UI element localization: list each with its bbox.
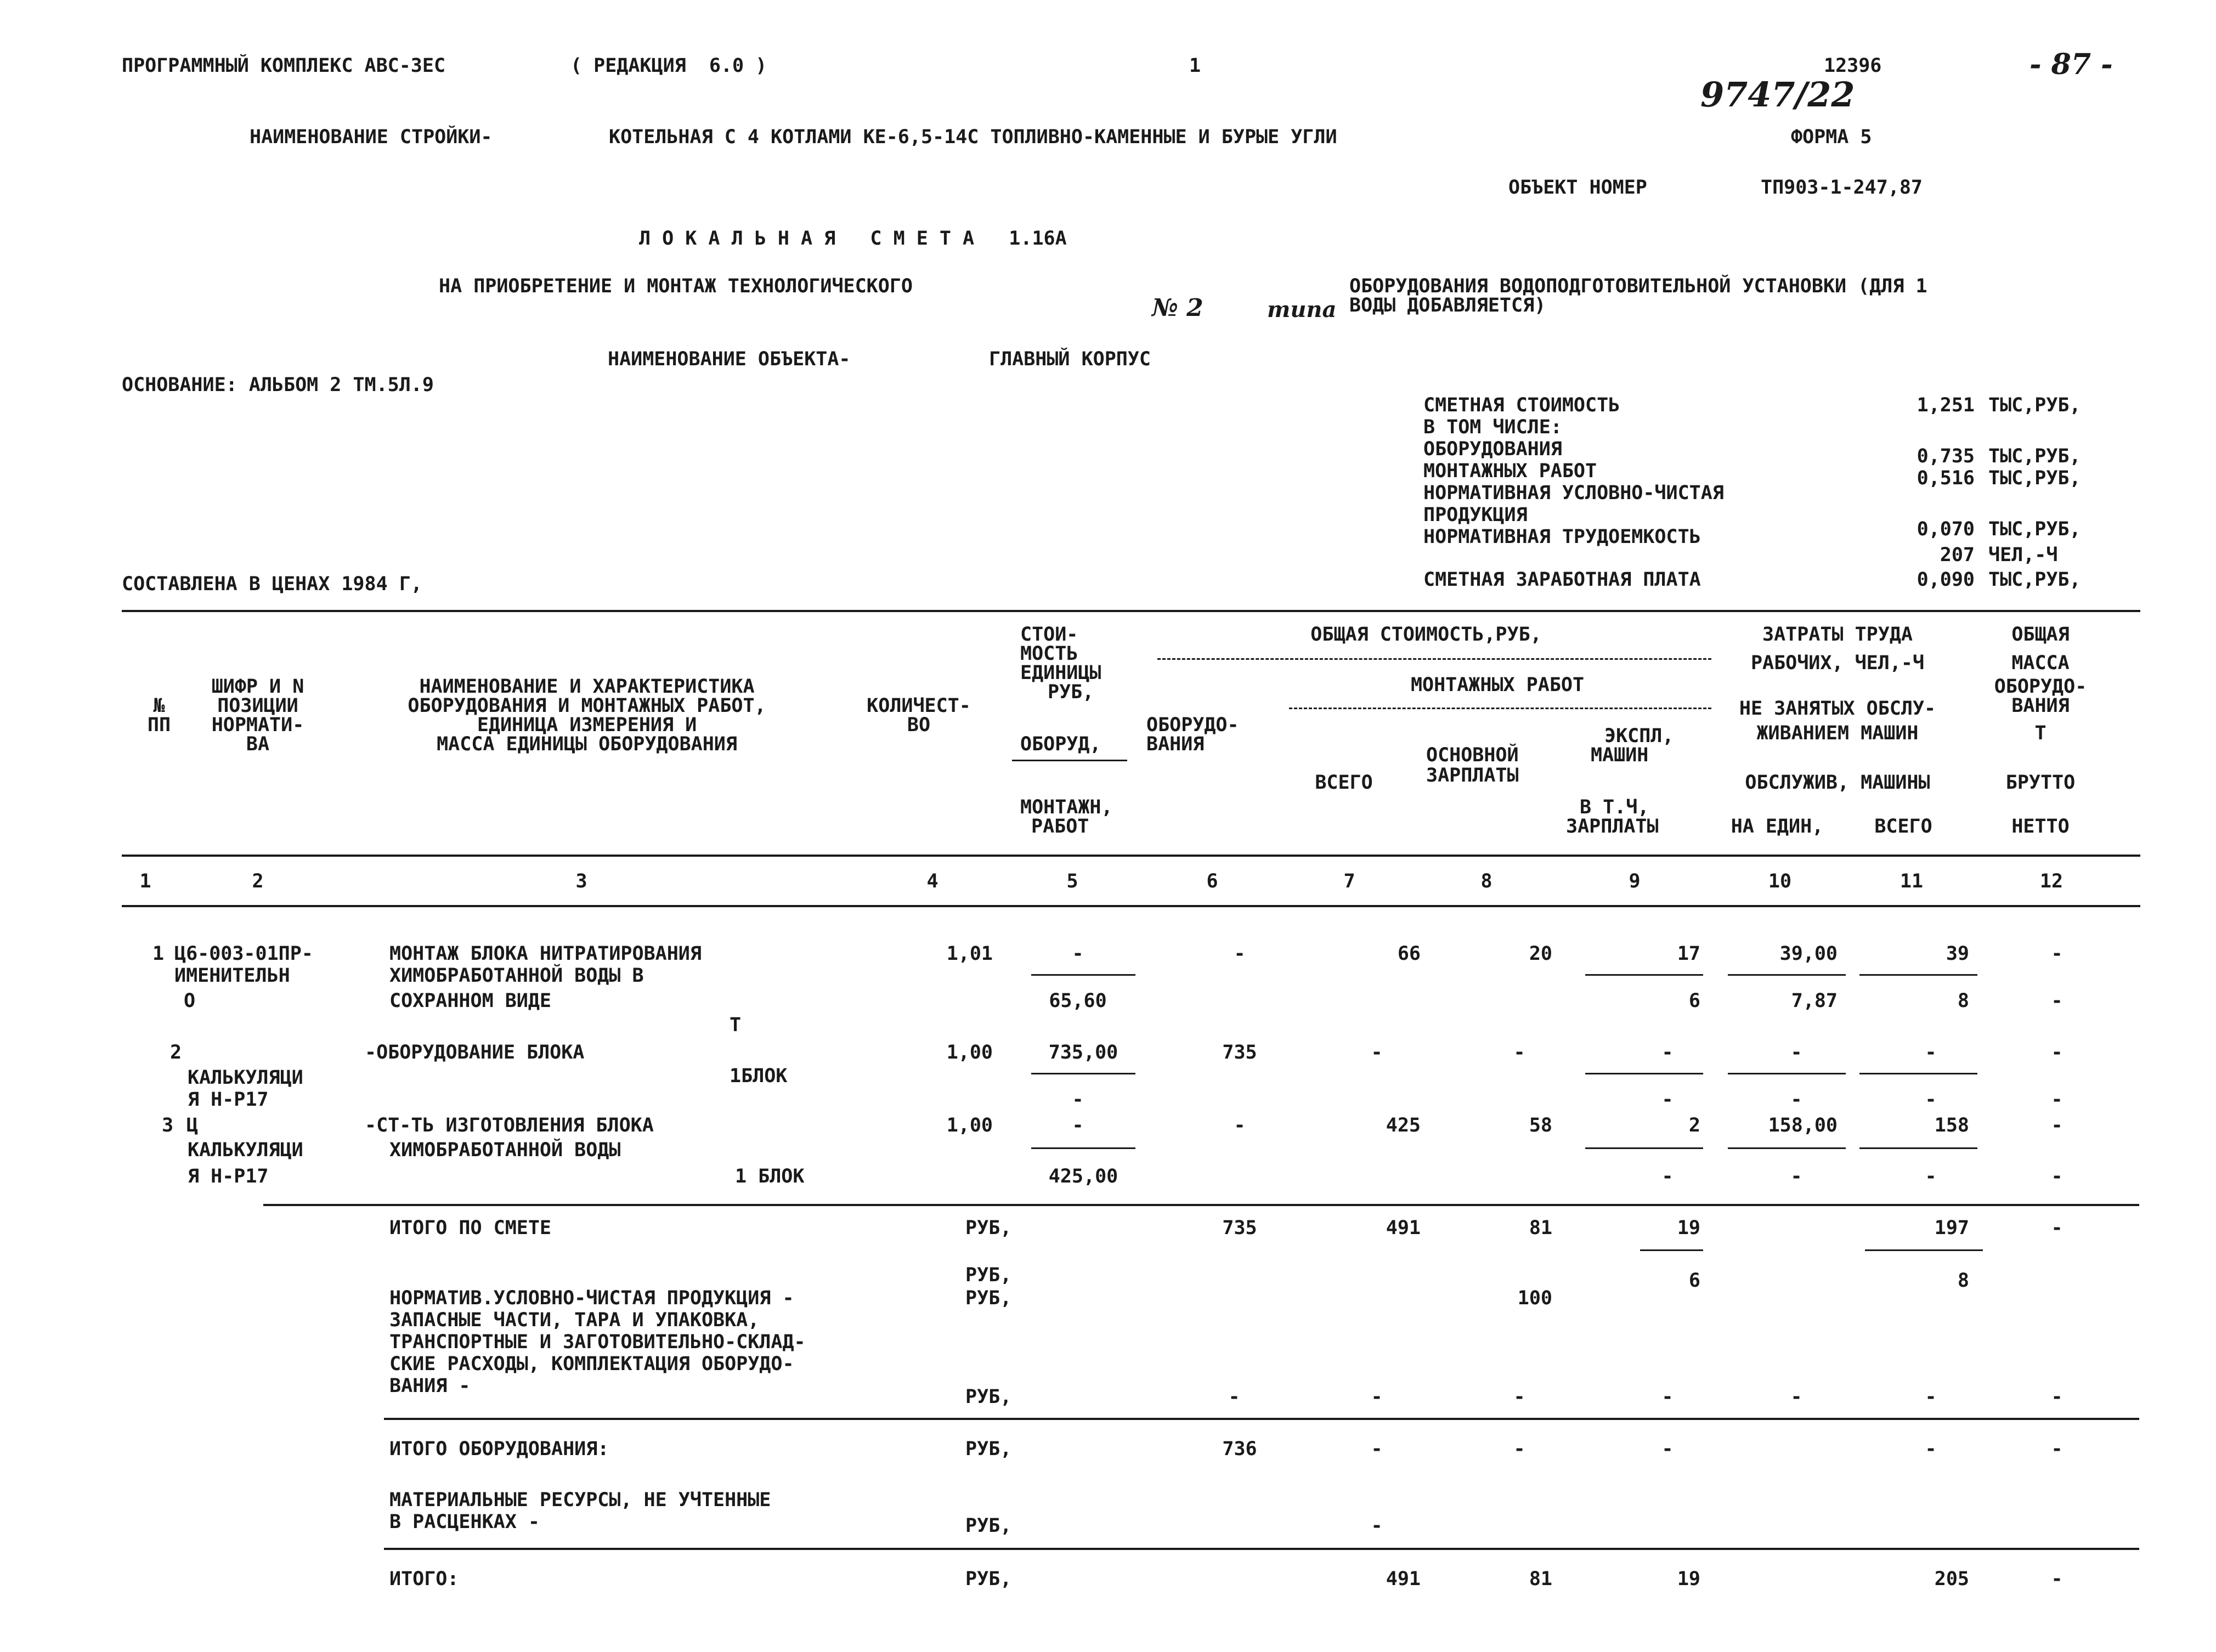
header-col2: ВА xyxy=(246,733,270,755)
row-name: МОНТАЖ БЛОКА НИТРАТИРОВАНИЯ xyxy=(389,943,702,965)
subject-right-1: ОБОРУДОВАНИЯ ВОДОПОДГОТОВИТЕЛЬНОЙ УСТАНОВКИ (ДЛЯ 1 xyxy=(1349,275,1927,297)
header-col9: ЗАРПЛАТЫ xyxy=(1566,816,1659,838)
header-col4: КОЛИЧЕСТ- xyxy=(867,695,971,717)
row-c10-bot: - xyxy=(1790,1166,1802,1187)
final-c7: 491 xyxy=(1386,1568,1421,1590)
final-c8: 81 xyxy=(1529,1568,1552,1590)
header-labor: РАБОЧИХ, ЧЕЛ,-Ч xyxy=(1750,652,1925,674)
summary-label: НОРМАТИВНАЯ ТРУДОЕМКОСТЬ xyxy=(1423,526,1701,548)
summary-unit: ТЫС,РУБ, xyxy=(1988,394,2081,416)
page-number: - 87 - xyxy=(2030,48,2113,81)
header-col7: ВСЕГО xyxy=(1315,772,1373,794)
cell-divider xyxy=(1859,974,1977,976)
header-col2: ПОЗИЦИИ xyxy=(217,695,298,717)
edition-label: ( РЕДАКЦИЯ 6.0 ) xyxy=(570,55,767,77)
row-c10-bot: 7,87 xyxy=(1791,990,1838,1012)
column-number: 10 xyxy=(1768,870,1792,892)
header-col5: ЕДИНИЦЫ xyxy=(1020,662,1101,684)
cell-divider xyxy=(1859,1147,1977,1149)
cell-divider xyxy=(1031,974,1135,976)
row-c6: - xyxy=(1234,943,1246,965)
total-c8: 81 xyxy=(1529,1217,1552,1239)
column-number: 2 xyxy=(252,870,264,892)
row-c11-bot: 8 xyxy=(1957,990,1969,1012)
summary-value: 0,070 xyxy=(1917,518,1975,540)
header-col5: МОНТАЖН, xyxy=(1020,796,1113,818)
row-code: Я Н-Р17 xyxy=(188,1089,269,1111)
header-labor-sub: ОБСЛУЖИВ, МАШИНЫ xyxy=(1745,772,1930,794)
row-code: Ц6-003-01ПР- xyxy=(174,943,313,965)
row-code: Я Н-Р17 xyxy=(188,1166,269,1187)
summary-unit: ТЫС,РУБ, xyxy=(1988,518,2081,540)
table-top-rule xyxy=(122,610,2140,612)
header-col12: НЕТТО xyxy=(2011,816,2070,838)
row-number: 2 xyxy=(170,1042,182,1063)
column-number: 5 xyxy=(1066,870,1078,892)
row-name: СОХРАННОМ ВИДЕ xyxy=(389,990,552,1012)
row-c7: 66 xyxy=(1397,943,1421,965)
form-label: ФОРМА 5 xyxy=(1791,126,1872,148)
column-number: 6 xyxy=(1206,870,1218,892)
total-c12: - xyxy=(2051,1217,2063,1239)
row-c9-bot: - xyxy=(1661,1089,1674,1111)
column-number: 8 xyxy=(1480,870,1493,892)
row-c9-top: - xyxy=(1661,1042,1674,1063)
header-col3: НАИМЕНОВАНИЕ И ХАРАКТЕРИСТИКА xyxy=(419,676,755,698)
header-col9: МАШИН xyxy=(1591,744,1649,766)
dash: - xyxy=(1925,1438,1937,1460)
cell-divider xyxy=(1585,974,1703,976)
dash: - xyxy=(1661,1438,1674,1460)
total-c9-top: 19 xyxy=(1677,1217,1700,1239)
sheet-number: 1 xyxy=(1189,55,1201,77)
column-number: 1 xyxy=(139,870,151,892)
totals-rule xyxy=(384,1418,2139,1420)
dash: - xyxy=(1513,1386,1525,1408)
rub-unit: РУБ, xyxy=(965,1386,1012,1408)
dash: - xyxy=(1925,1386,1937,1408)
cell-divider xyxy=(1585,1073,1703,1074)
row-c11-bot: - xyxy=(1925,1166,1937,1187)
header-col8: ОСНОВНОЙ xyxy=(1426,744,1519,766)
cell-divider xyxy=(1640,1249,1703,1251)
rub-unit: РУБ, xyxy=(965,1515,1012,1537)
dash: - xyxy=(1371,1386,1383,1408)
row-c12-bot: - xyxy=(2051,990,2063,1012)
row-c12-top: - xyxy=(2051,1042,2063,1063)
cell-divider xyxy=(1865,1249,1983,1251)
object-name: ГЛАВНЫЙ КОРПУС xyxy=(989,348,1151,370)
header-col4: ВО xyxy=(907,714,931,736)
dash: - xyxy=(1371,1438,1383,1460)
row-name: ХИМОБРАБОТАННОЙ ВОДЫ xyxy=(389,1139,621,1161)
row-c8: 58 xyxy=(1529,1114,1552,1136)
header-labor-sub: НЕ ЗАНЯТЫХ ОБСЛУ- xyxy=(1739,698,1936,720)
row-c10-top: 39,00 xyxy=(1779,943,1838,965)
row-qty: 1,01 xyxy=(946,943,993,965)
handwritten-n2: № 2 xyxy=(1152,294,1203,322)
header-col8: ЗАРПЛАТЫ xyxy=(1426,765,1519,787)
norm-label: ЗАПАСНЫЕ ЧАСТИ, ТАРА И УПАКОВКА, xyxy=(389,1309,760,1331)
header-col12: Т xyxy=(2034,722,2047,744)
row-c6: 735 xyxy=(1222,1042,1257,1063)
total-c6: 735 xyxy=(1222,1217,1257,1239)
final-label: ИТОГО: xyxy=(389,1568,459,1590)
header-col12: БРУТТО xyxy=(2005,772,2076,794)
row-number: 3 xyxy=(162,1114,174,1136)
row-c9-bot: 6 xyxy=(1688,990,1700,1012)
handwritten-type: типа xyxy=(1267,297,1337,323)
header-col9: ЭКСПЛ, xyxy=(1604,725,1674,747)
norm-label: ВАНИЯ - xyxy=(389,1375,471,1397)
row-c9-top: 17 xyxy=(1677,943,1700,965)
row-code: ИМЕНИТЕЛЬН xyxy=(174,965,290,987)
dash: - xyxy=(2051,1438,2063,1460)
program-name: ПРОГРАММНЫЙ КОМПЛЕКС АВС-3ЕС xyxy=(122,55,446,77)
summary-label: СМЕТНАЯ СТОИМОСТЬ xyxy=(1423,394,1620,416)
total-c11-bot: 8 xyxy=(1957,1270,1969,1292)
norm-label: СКИЕ РАСХОДЫ, КОМПЛЕКТАЦИЯ ОБОРУДО- xyxy=(389,1353,794,1375)
total-c9-bot: 6 xyxy=(1688,1270,1700,1292)
total-c7: 491 xyxy=(1386,1217,1421,1239)
header-col10: НА ЕДИН, xyxy=(1731,816,1824,838)
totals-rule xyxy=(384,1548,2139,1550)
equip-c6: 736 xyxy=(1222,1438,1257,1460)
column-number: 11 xyxy=(1900,870,1924,892)
row-number: 1 xyxy=(152,943,165,965)
header-col1: ПП xyxy=(147,714,171,736)
summary-value: 0,090 xyxy=(1917,569,1975,591)
header-col5: РАБОТ xyxy=(1031,816,1089,838)
header-col5: СТОИ- xyxy=(1020,624,1078,646)
row-code: КАЛЬКУЛЯЦИ xyxy=(188,1139,303,1161)
header-col12: ОБЩАЯ xyxy=(2011,624,2070,646)
project-name: КОТЕЛЬНАЯ С 4 КОТЛАМИ КЕ-6,5-14С ТОПЛИВНО-КАМЕННЫЕ И БУРЫЕ УГЛИ xyxy=(609,126,1337,148)
header-labor-sub: ЖИВАНИЕМ МАШИН xyxy=(1756,722,1919,744)
row-c5-bot: 425,00 xyxy=(1048,1166,1118,1187)
dash: - xyxy=(1371,1515,1383,1537)
project-label: НАИМЕНОВАНИЕ СТРОЙКИ- xyxy=(250,126,493,148)
summary-value: 0,516 xyxy=(1917,467,1975,489)
row-c11-top: 158 xyxy=(1934,1114,1969,1136)
summary-value: 0,735 xyxy=(1917,445,1975,467)
row-name: -СТ-ТЬ ИЗГОТОВЛЕНИЯ БЛОКА xyxy=(365,1114,654,1136)
dash: - xyxy=(1790,1386,1802,1408)
row-code: О xyxy=(184,990,196,1012)
summary-unit: ТЫС,РУБ, xyxy=(1988,467,2081,489)
handwritten-number: 9747/22 xyxy=(1700,75,1855,115)
header-total-cost: ОБЩАЯ СТОИМОСТЬ,РУБ, xyxy=(1310,624,1542,646)
equip-label: ИТОГО ОБОРУДОВАНИЯ: xyxy=(389,1438,609,1460)
header-col12: МАССА xyxy=(2011,652,2070,674)
materials-label: МАТЕРИАЛЬНЫЕ РЕСУРСЫ, НЕ УЧТЕННЫЕ xyxy=(389,1489,771,1511)
object-number: ТП903-1-247,87 xyxy=(1761,177,1923,199)
header-install-works: МОНТАЖНЫХ РАБОТ xyxy=(1410,674,1585,696)
summary-value: 207 xyxy=(1940,544,1975,566)
total-label: ИТОГО ПО СМЕТЕ xyxy=(389,1217,552,1239)
row-c10-top: 158,00 xyxy=(1768,1114,1838,1136)
object-name-label: НАИМЕНОВАНИЕ ОБЪЕКТА- xyxy=(608,348,851,370)
row-c12-top: - xyxy=(2051,943,2063,965)
row-c11-top: 39 xyxy=(1946,943,1969,965)
materials-label: В РАСЦЕНКАХ - xyxy=(389,1511,540,1533)
install-divider xyxy=(1289,708,1711,709)
object-number-label: ОБЪЕКТ НОМЕР xyxy=(1508,177,1647,199)
header-col1: № xyxy=(153,695,165,717)
row-name: ХИМОБРАБОТАННОЙ ВОДЫ В xyxy=(389,965,644,987)
header-col12: ВАНИЯ xyxy=(2011,695,2070,717)
final-c12: - xyxy=(2051,1568,2063,1590)
norm-label: ТРАНСПОРТНЫЕ И ЗАГОТОВИТЕЛЬНО-СКЛАД- xyxy=(389,1331,806,1353)
column-number: 12 xyxy=(2039,870,2064,892)
row-c11-top: - xyxy=(1925,1042,1937,1063)
header-bottom-rule xyxy=(122,855,2140,857)
row-c10-bot: - xyxy=(1790,1089,1802,1111)
column-number: 3 xyxy=(575,870,587,892)
dash: - xyxy=(1228,1386,1240,1408)
rub-unit: РУБ, xyxy=(965,1287,1012,1309)
row-c7: - xyxy=(1371,1042,1383,1063)
row-name: -ОБОРУДОВАНИЕ БЛОКА xyxy=(365,1042,585,1063)
row-c9-bot: - xyxy=(1661,1166,1674,1187)
norm-c8: 100 xyxy=(1517,1287,1552,1309)
final-c9: 19 xyxy=(1677,1568,1700,1590)
row-c5-top: 735,00 xyxy=(1048,1042,1118,1063)
rub-unit: РУБ, xyxy=(965,1217,1012,1239)
subject-right-2: ВОДЫ ДОБАВЛЯЕТСЯ) xyxy=(1349,295,1546,316)
total-c11-top: 197 xyxy=(1934,1217,1969,1239)
header-col11: ВСЕГО xyxy=(1874,816,1932,838)
row-code: Ц xyxy=(186,1114,199,1136)
cell-divider xyxy=(1728,1147,1846,1149)
row-c10-top: - xyxy=(1790,1042,1802,1063)
summary-unit: ТЫС,РУБ, xyxy=(1988,569,2081,591)
dash: - xyxy=(2051,1386,2063,1408)
header-col5: МОСТЬ xyxy=(1020,643,1078,665)
total-cost-divider xyxy=(1157,658,1711,660)
row-c11-bot: - xyxy=(1925,1089,1937,1111)
header-col3: ЕДИНИЦА ИЗМЕРЕНИЯ И xyxy=(477,714,697,736)
header-col2: НОРМАТИ- xyxy=(211,714,304,736)
norm-label: НОРМАТИВ.УСЛОВНО-ЧИСТАЯ ПРОДУКЦИЯ - xyxy=(389,1287,794,1309)
rub-unit: РУБ, xyxy=(965,1438,1012,1460)
cell-divider xyxy=(1728,974,1846,976)
row-unit: 1 БЛОК xyxy=(735,1166,805,1187)
summary-label: НОРМАТИВНАЯ УСЛОВНО-ЧИСТАЯ xyxy=(1423,482,1724,504)
dash: - xyxy=(1513,1438,1525,1460)
row-c5-top: - xyxy=(1072,943,1084,965)
header-col9: В Т.Ч, xyxy=(1580,796,1649,818)
prices-year: СОСТАВЛЕНА В ЦЕНАХ 1984 Г, xyxy=(122,573,422,595)
row-unit: 1БЛОК xyxy=(730,1065,788,1087)
header-col6: ОБОРУДО- xyxy=(1146,714,1239,736)
col5-divider xyxy=(1012,760,1127,761)
cell-divider xyxy=(1585,1147,1703,1149)
row-c8: - xyxy=(1513,1042,1525,1063)
row-c12-bot: - xyxy=(2051,1166,2063,1187)
subject-left: НА ПРИОБРЕТЕНИЕ И МОНТАЖ ТЕХНОЛОГИЧЕСКОГО xyxy=(439,275,913,297)
summary-label: ОБОРУДОВАНИЯ xyxy=(1423,438,1562,460)
row-unit: Т xyxy=(730,1014,742,1036)
row-c5-bot: 65,60 xyxy=(1049,990,1107,1012)
cell-divider xyxy=(1031,1147,1135,1149)
rows-bottom-rule xyxy=(263,1204,2139,1206)
summary-label: СМЕТНАЯ ЗАРАБОТНАЯ ПЛАТА xyxy=(1423,569,1701,591)
row-c7: 425 xyxy=(1386,1114,1421,1136)
rub-unit: РУБ, xyxy=(965,1264,1012,1286)
basis: ОСНОВАНИЕ: АЛЬБОМ 2 ТМ.5Л.9 xyxy=(122,374,434,396)
header-col2: ШИФР И N xyxy=(211,676,304,698)
row-c12-bot: - xyxy=(2051,1089,2063,1111)
cell-divider xyxy=(1859,1073,1977,1074)
summary-label: ПРОДУКЦИЯ xyxy=(1423,504,1528,526)
summary-label: В ТОМ ЧИСЛЕ: xyxy=(1423,416,1562,438)
header-col3: ОБОРУДОВАНИЯ И МОНТАЖНЫХ РАБОТ, xyxy=(408,695,766,717)
header-col5: ОБОРУД, xyxy=(1020,733,1101,755)
row-c8: 20 xyxy=(1529,943,1552,965)
header-col5: РУБ, xyxy=(1048,681,1094,703)
rub-unit: РУБ, xyxy=(965,1568,1012,1590)
header-col3: МАССА ЕДИНИЦЫ ОБОРУДОВАНИЯ xyxy=(437,733,737,755)
row-c9-top: 2 xyxy=(1688,1114,1700,1136)
column-number: 7 xyxy=(1343,870,1355,892)
column-number: 4 xyxy=(926,870,939,892)
summary-label: МОНТАЖНЫХ РАБОТ xyxy=(1423,460,1597,482)
row-c12-top: - xyxy=(2051,1114,2063,1136)
estimate-title: Л О К А Л Ь Н А Я С М Е Т А 1.16А xyxy=(639,228,1067,250)
cell-divider xyxy=(1728,1073,1846,1074)
header-col12: ОБОРУДО- xyxy=(1994,676,2087,698)
summary-value: 1,251 xyxy=(1917,394,1975,416)
row-qty: 1,00 xyxy=(946,1042,993,1063)
summary-unit: ЧЕЛ,-Ч xyxy=(1988,544,2058,566)
row-c6: - xyxy=(1234,1114,1246,1136)
document-code: 12396 xyxy=(1824,55,1882,77)
header-labor: ЗАТРАТЫ ТРУДА xyxy=(1762,624,1913,646)
final-c11: 205 xyxy=(1934,1568,1969,1590)
numbers-bottom-rule xyxy=(122,905,2140,907)
dash: - xyxy=(1661,1386,1674,1408)
row-c5-top: - xyxy=(1072,1114,1084,1136)
row-code: КАЛЬКУЛЯЦИ xyxy=(188,1067,303,1089)
column-number: 9 xyxy=(1629,870,1641,892)
row-qty: 1,00 xyxy=(946,1114,993,1136)
row-c5-bot: - xyxy=(1072,1089,1084,1111)
cell-divider xyxy=(1031,1073,1135,1074)
header-col6: ВАНИЯ xyxy=(1146,733,1205,755)
summary-unit: ТЫС,РУБ, xyxy=(1988,445,2081,467)
